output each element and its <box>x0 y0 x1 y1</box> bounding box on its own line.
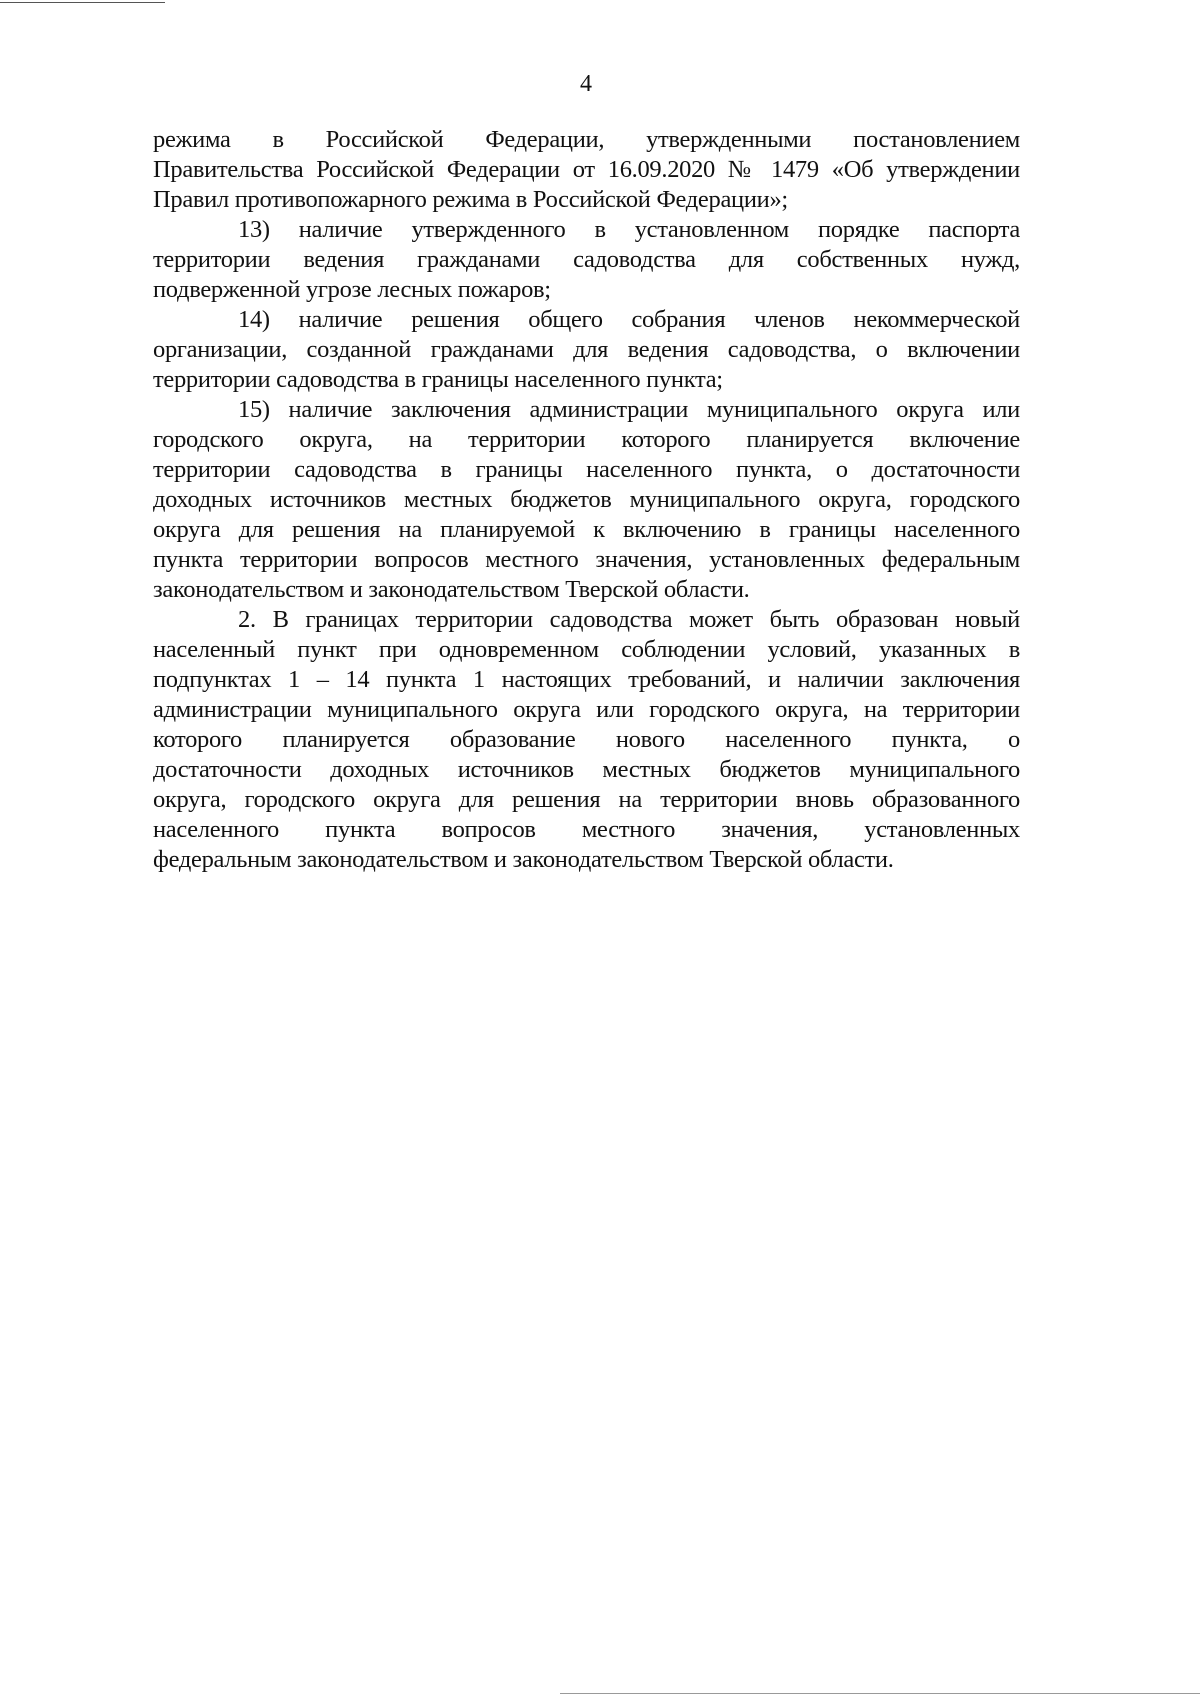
text-line: 13) наличие утвержденного в установленном порядке паспорта <box>238 216 1020 243</box>
text-line: населенного пункта вопросов местного значения, установленных <box>153 816 1020 843</box>
text-line: Правительства Российской Федерации от 16.09.2020 № 1479 «Об утверждении <box>153 156 1020 183</box>
text-line: администрации муниципального округа или городского округа, на территории <box>153 696 1020 723</box>
text-line: 14) наличие решения общего собрания членов некоммерческой <box>238 306 1020 333</box>
text-line: 15) наличие заключения администрации муниципального округа или <box>238 396 1020 423</box>
text-line: достаточности доходных источников местных бюджетов муниципального <box>153 756 1020 783</box>
text-line: 2. В границах территории садоводства может быть образован новый <box>238 606 1020 633</box>
text-line: режима в Российской Федерации, утвержденными постановлением <box>153 126 1020 153</box>
text-line: организации, созданной гражданами для ведения садоводства, о включении <box>153 336 1020 363</box>
text-line: которого планируется образование нового населенного пункта, о <box>153 726 1020 753</box>
page-number: 4 <box>580 71 592 97</box>
scan-edge-top <box>0 2 165 3</box>
text-line: городского округа, на территории которого планируется включение <box>153 426 1020 453</box>
text-line: пункта территории вопросов местного значения, установленных федеральным <box>153 546 1020 573</box>
text-line: населенный пункт при одновременном соблюдении условий, указанных в <box>153 636 1020 663</box>
text-line: доходных источников местных бюджетов муниципального округа, городского <box>153 486 1020 513</box>
text-line: федеральным законодательством и законодательством Тверской области. <box>153 846 894 873</box>
text-line: территории садоводства в границы населенного пункта; <box>153 366 723 393</box>
text-line: подпунктах 1 – 14 пункта 1 настоящих требований, и наличии заключения <box>153 666 1020 693</box>
text-line: Правил противопожарного режима в Российской Федерации»; <box>153 186 788 213</box>
document-body <box>153 125 1020 875</box>
text-line: округа для решения на планируемой к включению в границы населенного <box>153 516 1020 543</box>
text-line: территории ведения гражданами садоводства для собственных нужд, <box>153 246 1020 273</box>
scan-edge-bottom <box>560 1693 1200 1694</box>
text-line: законодательством и законодательством Тверской области. <box>153 576 750 603</box>
text-line: подверженной угрозе лесных пожаров; <box>153 276 551 303</box>
text-line: округа, городского округа для решения на территории вновь образованного <box>153 786 1020 813</box>
text-line: территории садоводства в границы населенного пункта, о достаточности <box>153 456 1020 483</box>
